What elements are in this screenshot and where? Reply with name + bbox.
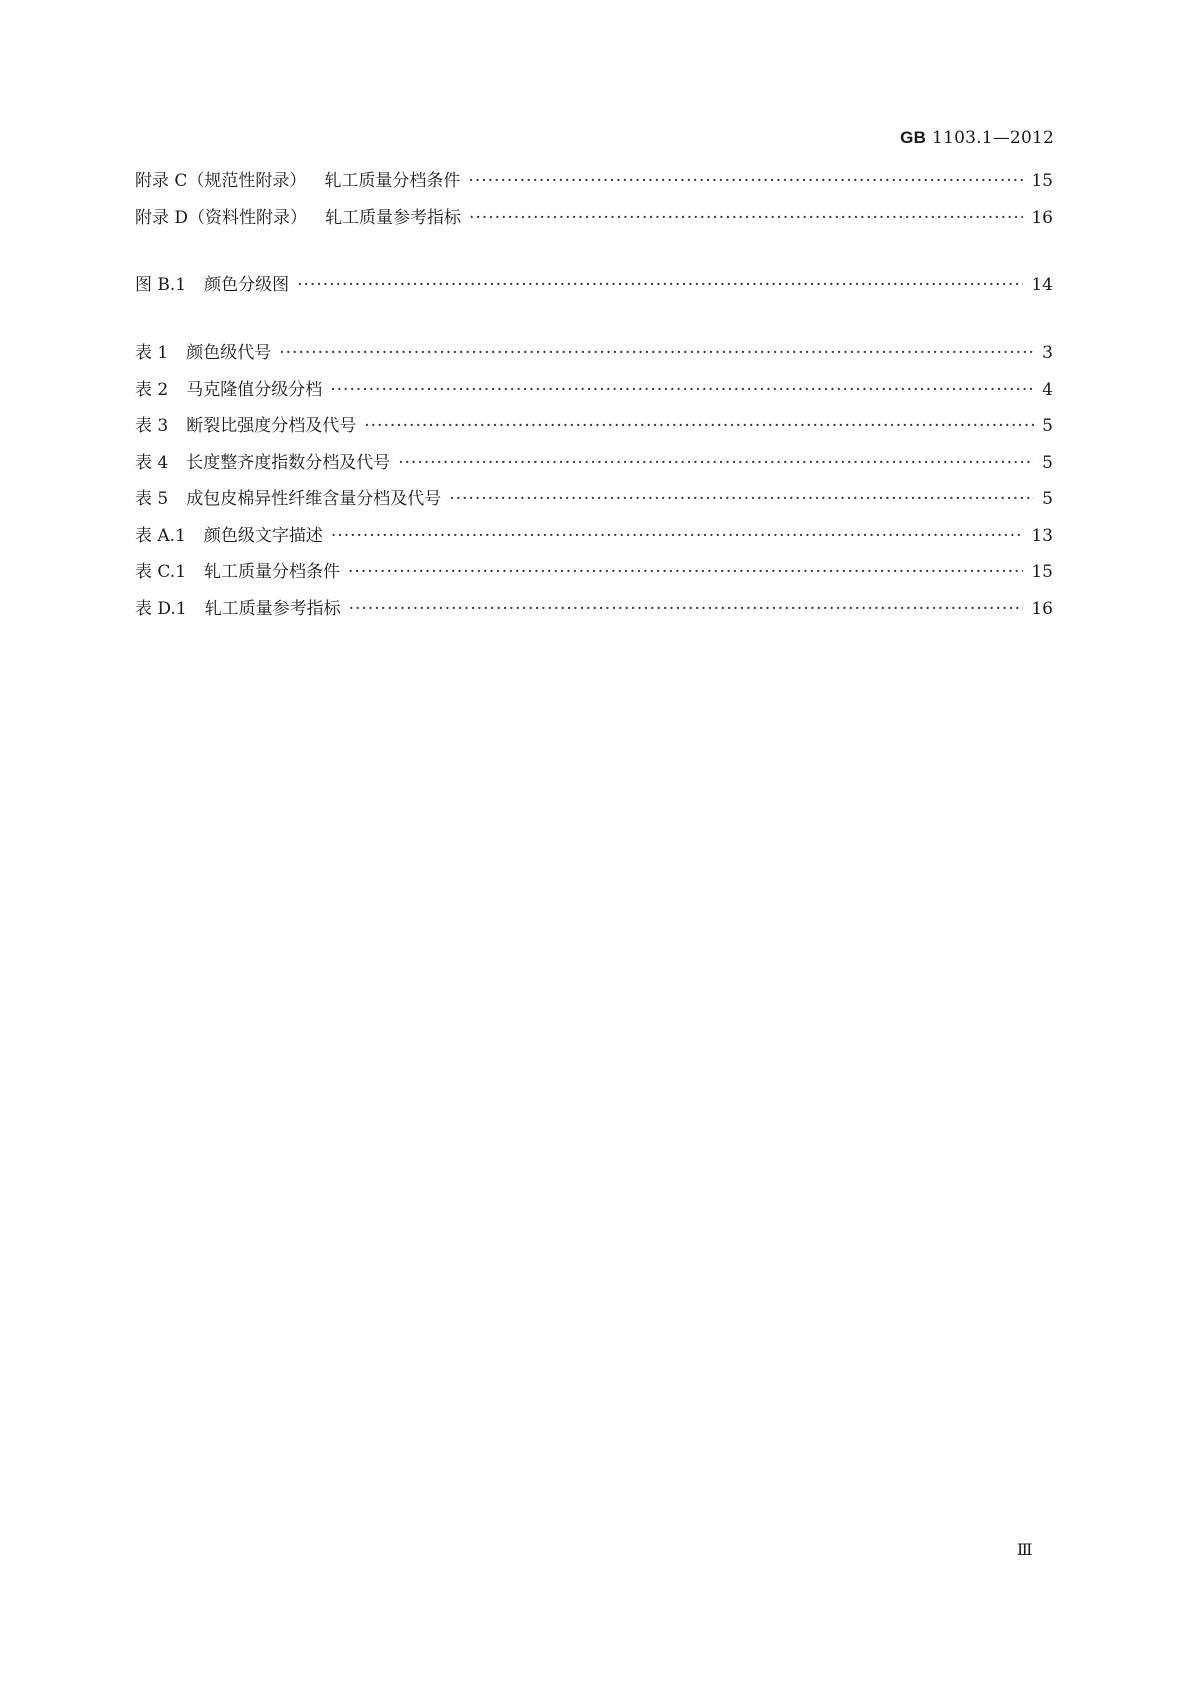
toc-entry-title: 颜色分级图 — [204, 275, 290, 295]
toc-entry-table-d1[interactable] — [135, 594, 1053, 631]
toc-entry-table-2[interactable] — [135, 375, 1053, 412]
toc-entry-label: 表 A.1 — [135, 525, 186, 546]
toc-entry-title: 长度整齐度指数分档及代号 — [186, 452, 391, 473]
toc-entry-table-3[interactable] — [135, 411, 1053, 448]
toc-entry-label: 附录 D（资料性附录） — [135, 207, 308, 228]
dot-leader — [349, 599, 1024, 619]
dot-leader — [449, 489, 1034, 509]
dot-leader — [279, 343, 1034, 363]
page-number: Ⅲ — [1017, 1540, 1033, 1559]
toc-tables — [135, 338, 1053, 630]
toc-entry-title: 轧工质量参考指标 — [325, 207, 462, 228]
dot-leader — [330, 380, 1034, 400]
toc-entry-table-5[interactable] — [135, 484, 1053, 521]
toc-entry-label: 表 4 — [135, 452, 169, 473]
dot-leader — [348, 562, 1023, 582]
standard-prefix: GB — [900, 128, 927, 147]
toc-entry-appendix-d[interactable] — [135, 203, 1053, 240]
toc-entry-table-4[interactable] — [135, 448, 1053, 485]
toc-entry-label: 表 D.1 — [135, 598, 187, 619]
toc-entry-table-a1[interactable] — [135, 521, 1053, 558]
toc-entry-title: 马克隆值分级分档 — [186, 379, 323, 400]
toc-entry-page: 14 — [1031, 275, 1053, 295]
dot-leader — [468, 171, 1023, 191]
standard-code: 1103.1—2012 — [932, 128, 1054, 148]
toc-entry-table-c1[interactable] — [135, 557, 1053, 594]
toc-entry-appendix-c[interactable] — [135, 166, 1053, 203]
toc-entry-label: 表 2 — [135, 379, 169, 400]
dot-leader — [398, 453, 1034, 473]
toc-entry-title: 断裂比强度分档及代号 — [186, 416, 357, 436]
toc-appendices — [135, 166, 1053, 239]
toc-entry-page: 5 — [1042, 452, 1053, 473]
toc-entry-table-1[interactable] — [135, 338, 1053, 375]
toc-entry-page: 13 — [1031, 525, 1053, 546]
toc-entry-page: 3 — [1042, 343, 1053, 363]
toc-entry-page: 16 — [1031, 598, 1053, 619]
toc-entry-figure-b1[interactable] — [135, 270, 1053, 307]
toc-entry-title: 颜色级文字描述 — [203, 525, 323, 546]
toc-entry-label: 表 C.1 — [135, 562, 187, 582]
toc-entry-page: 15 — [1031, 562, 1053, 582]
toc-entry-label: 表 1 — [135, 343, 169, 363]
dot-leader — [469, 208, 1023, 228]
toc-entry-label: 表 5 — [135, 489, 169, 509]
standard-number — [900, 128, 1054, 148]
toc-entry-page: 15 — [1031, 171, 1053, 191]
dot-leader — [297, 275, 1023, 295]
toc-entry-page: 5 — [1042, 416, 1053, 436]
toc-entry-title: 成包皮棉异性纤维含量分档及代号 — [186, 489, 442, 509]
toc-entry-page: 5 — [1042, 489, 1053, 509]
toc-entry-page: 16 — [1031, 207, 1053, 228]
toc-entry-title: 颜色级代号 — [186, 343, 272, 363]
toc-entry-label: 表 3 — [135, 416, 169, 436]
toc-entry-label: 附录 C（规范性附录） — [135, 171, 307, 191]
toc-figures — [135, 270, 1053, 307]
toc-entry-label: 图 B.1 — [135, 275, 187, 295]
dot-leader — [331, 526, 1023, 546]
toc-entry-title: 轧工质量分档条件 — [324, 171, 461, 191]
toc-entry-title: 轧工质量参考指标 — [204, 598, 341, 619]
toc-entry-page: 4 — [1042, 379, 1053, 400]
dot-leader — [364, 416, 1034, 436]
toc-entry-title: 轧工质量分档条件 — [204, 562, 341, 582]
